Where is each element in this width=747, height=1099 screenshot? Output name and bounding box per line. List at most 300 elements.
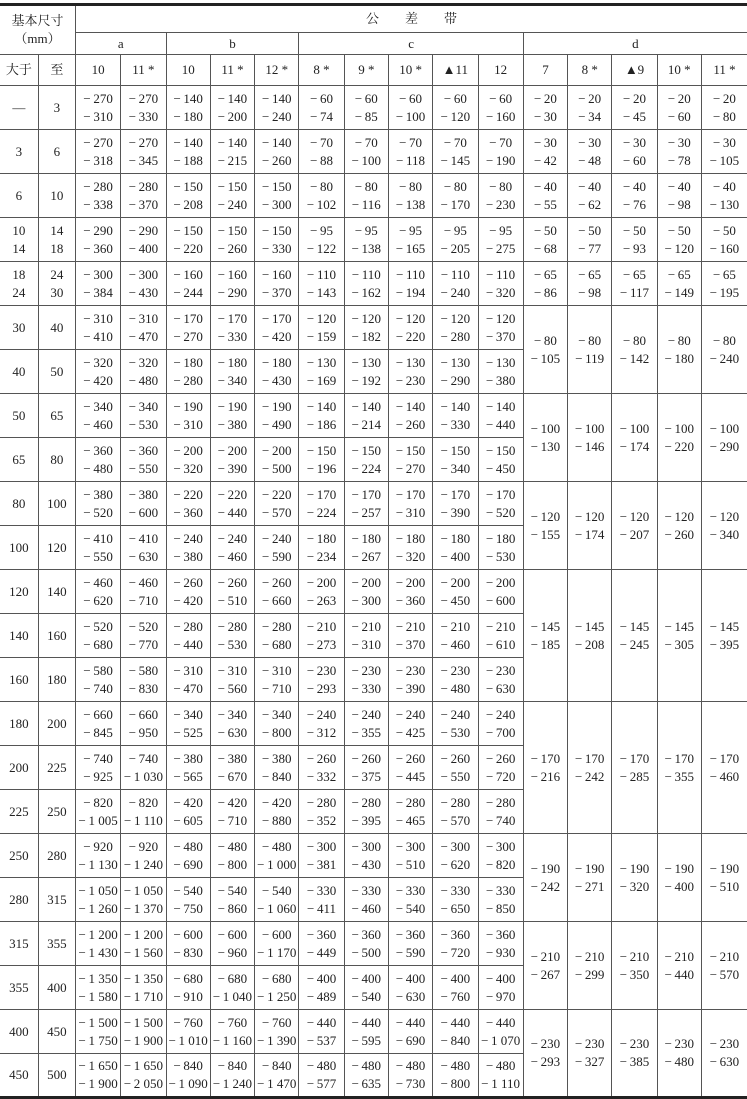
deviation-cell: − 380 − 840: [255, 746, 299, 790]
deviation-cell: − 80 − 138: [388, 174, 432, 218]
deviation-cell: − 740 − 1 030: [121, 746, 166, 790]
deviation-cell-d: − 210 − 350: [612, 922, 657, 1010]
deviation-cell: − 440 − 840: [433, 1010, 478, 1054]
deviation-cell: − 260 − 332: [299, 746, 344, 790]
basic-size-label: 基本尺寸: [11, 13, 64, 28]
deviation-cell: − 1 200 − 1 430: [75, 922, 120, 966]
deviation-cell: − 270 − 330: [121, 86, 166, 130]
deviation-cell-d: − 145 − 185: [523, 570, 567, 702]
deviation-cell: − 120 − 220: [388, 306, 432, 350]
deviation-cell-d: − 50 − 77: [568, 218, 612, 262]
deviation-cell-d: − 190 − 242: [523, 834, 567, 922]
deviation-cell: − 760 − 1 390: [255, 1010, 299, 1054]
deviation-cell: − 95 − 138: [344, 218, 388, 262]
deviation-cell: − 160 − 290: [210, 262, 254, 306]
deviation-cell: − 480 − 635: [344, 1054, 388, 1098]
deviation-cell: − 150 − 240: [210, 174, 254, 218]
deviation-cell: − 360 − 449: [299, 922, 344, 966]
deviation-cell: − 360 − 930: [478, 922, 523, 966]
deviation-cell: − 540 − 750: [166, 878, 210, 922]
deviation-cell-d: − 170 − 355: [657, 702, 701, 834]
deviation-cell: − 150 − 208: [166, 174, 210, 218]
deviation-cell: − 280 − 370: [121, 174, 166, 218]
deviation-cell: − 1 350 − 1 710: [121, 966, 166, 1010]
deviation-cell: − 70 − 88: [299, 130, 344, 174]
deviation-cell: − 140 − 260: [388, 394, 432, 438]
deviation-cell-d: − 80 − 105: [523, 306, 567, 394]
deviation-cell: − 280 − 465: [388, 790, 432, 834]
deviation-cell-d: − 50 − 93: [612, 218, 657, 262]
size-over: 50: [0, 394, 38, 438]
deviation-cell: − 280 − 740: [478, 790, 523, 834]
deviation-cell: − 290 − 360: [75, 218, 120, 262]
deviation-cell: − 140 − 180: [166, 86, 210, 130]
deviation-cell: − 330 − 411: [299, 878, 344, 922]
grade-header-b-2: 12 *: [255, 55, 299, 86]
deviation-cell: − 170 − 310: [388, 482, 432, 526]
deviation-cell-d: − 230 − 293: [523, 1010, 567, 1098]
deviation-cell-d: − 20 − 34: [568, 86, 612, 130]
table-row: [0, 834, 747, 878]
size-upto: 160: [38, 614, 75, 658]
deviation-cell-d: − 190 − 271: [568, 834, 612, 922]
deviation-cell: − 380 − 600: [121, 482, 166, 526]
deviation-cell: − 60 − 85: [344, 86, 388, 130]
deviation-cell-d: − 30 − 105: [701, 130, 747, 174]
deviation-cell: − 340 − 630: [210, 702, 254, 746]
table-row: [0, 482, 747, 526]
deviation-cell-d: − 65 − 98: [568, 262, 612, 306]
deviation-cell-d: − 190 − 510: [701, 834, 747, 922]
deviation-cell: − 270 − 310: [75, 86, 120, 130]
deviation-cell: − 150 − 330: [255, 218, 299, 262]
deviation-cell: − 240 − 590: [255, 526, 299, 570]
deviation-cell-d: − 20 − 30: [523, 86, 567, 130]
deviation-cell-d: − 100 − 130: [523, 394, 567, 482]
size-over: 80: [0, 482, 38, 526]
deviation-cell: − 200 − 263: [299, 570, 344, 614]
group-header-b: b: [166, 33, 299, 55]
deviation-cell: − 170 − 520: [478, 482, 523, 526]
size-over: 100: [0, 526, 38, 570]
deviation-cell-d: − 120 − 260: [657, 482, 701, 570]
grade-header-c-4: 12: [478, 55, 523, 86]
deviation-cell: − 760 − 1 010: [166, 1010, 210, 1054]
deviation-cell-d: − 210 − 267: [523, 922, 567, 1010]
deviation-cell: − 60 − 120: [433, 86, 478, 130]
size-upto: 120: [38, 526, 75, 570]
deviation-cell: − 290 − 400: [121, 218, 166, 262]
deviation-cell: − 600 − 1 170: [255, 922, 299, 966]
deviation-cell-d: − 190 − 400: [657, 834, 701, 922]
deviation-cell: − 280 − 338: [75, 174, 120, 218]
size-over: 18 24: [0, 262, 38, 306]
deviation-cell-d: − 210 − 570: [701, 922, 747, 1010]
deviation-cell: − 120 − 280: [433, 306, 478, 350]
deviation-cell: − 140 − 260: [255, 130, 299, 174]
grade-header-d-0: 7: [523, 55, 567, 86]
size-upto: 6: [38, 130, 75, 174]
deviation-cell: − 130 − 290: [433, 350, 478, 394]
deviation-cell: − 80 − 116: [344, 174, 388, 218]
deviation-cell-d: − 170 − 285: [612, 702, 657, 834]
deviation-cell: − 60 − 74: [299, 86, 344, 130]
deviation-cell: − 920 − 1 130: [75, 834, 120, 878]
deviation-cell: − 150 − 260: [210, 218, 254, 262]
deviation-cell: − 210 − 610: [478, 614, 523, 658]
deviation-cell-d: − 40 − 55: [523, 174, 567, 218]
deviation-cell-d: − 50 − 160: [701, 218, 747, 262]
over-header: 大于: [0, 55, 38, 86]
deviation-cell: − 310 − 410: [75, 306, 120, 350]
grade-header-b-0: 10: [166, 55, 210, 86]
deviation-cell-d: − 20 − 45: [612, 86, 657, 130]
deviation-cell: − 95 − 165: [388, 218, 432, 262]
deviation-cell: − 400 − 540: [344, 966, 388, 1010]
tolerance-table: [0, 3, 747, 1099]
size-over: 120: [0, 570, 38, 614]
deviation-cell: − 300 − 430: [344, 834, 388, 878]
deviation-cell: − 260 − 420: [166, 570, 210, 614]
grade-header-d-4: 11 *: [701, 55, 747, 86]
deviation-cell: − 460 − 620: [75, 570, 120, 614]
table-row: [0, 702, 747, 746]
deviation-cell: − 300 − 620: [433, 834, 478, 878]
deviation-cell-d: − 230 − 385: [612, 1010, 657, 1098]
deviation-cell: − 170 − 390: [433, 482, 478, 526]
table-row: [0, 394, 747, 438]
size-upto: 450: [38, 1010, 75, 1054]
deviation-cell-d: − 230 − 327: [568, 1010, 612, 1098]
deviation-cell: − 600 − 830: [166, 922, 210, 966]
deviation-cell: − 540 − 1 060: [255, 878, 299, 922]
table-row: [0, 174, 747, 218]
deviation-cell: − 110 − 240: [433, 262, 478, 306]
deviation-cell: − 200 − 320: [166, 438, 210, 482]
deviation-cell: − 150 − 220: [166, 218, 210, 262]
deviation-cell-d: − 100 − 290: [701, 394, 747, 482]
deviation-cell-d: − 145 − 395: [701, 570, 747, 702]
deviation-cell: − 310 − 710: [255, 658, 299, 702]
table-row: [0, 922, 747, 966]
deviation-cell: − 140 − 214: [344, 394, 388, 438]
deviation-cell: − 230 − 630: [478, 658, 523, 702]
deviation-cell: − 240 − 460: [210, 526, 254, 570]
deviation-cell: − 440 − 1 070: [478, 1010, 523, 1054]
deviation-cell: − 410 − 550: [75, 526, 120, 570]
table-row: [0, 306, 747, 350]
deviation-cell: − 520 − 680: [75, 614, 120, 658]
deviation-cell: − 380 − 565: [166, 746, 210, 790]
grade-header-a-0: 10: [75, 55, 120, 86]
grade-header-d-2: ▲9: [612, 55, 657, 86]
deviation-cell: − 480 − 1 110: [478, 1054, 523, 1098]
deviation-cell: − 1 050 − 1 260: [75, 878, 120, 922]
size-upto: 225: [38, 746, 75, 790]
deviation-cell: − 1 650 − 2 050: [121, 1054, 166, 1098]
deviation-cell: − 480 − 730: [388, 1054, 432, 1098]
deviation-cell: − 440 − 595: [344, 1010, 388, 1054]
deviation-cell-d: − 40 − 130: [701, 174, 747, 218]
deviation-cell: − 170 − 420: [255, 306, 299, 350]
deviation-cell: − 400 − 760: [433, 966, 478, 1010]
size-over: —: [0, 86, 38, 130]
deviation-cell: − 210 − 273: [299, 614, 344, 658]
deviation-cell-d: − 120 − 155: [523, 482, 567, 570]
deviation-cell: − 150 − 450: [478, 438, 523, 482]
deviation-cell: − 270 − 318: [75, 130, 120, 174]
deviation-cell-d: − 210 − 440: [657, 922, 701, 1010]
deviation-cell: − 60 − 100: [388, 86, 432, 130]
deviation-cell: − 240 − 425: [388, 702, 432, 746]
size-over: 160: [0, 658, 38, 702]
size-upto: 355: [38, 922, 75, 966]
deviation-cell-d: − 170 − 460: [701, 702, 747, 834]
size-upto: 250: [38, 790, 75, 834]
deviation-cell: − 280 − 680: [255, 614, 299, 658]
deviation-cell: − 70 − 190: [478, 130, 523, 174]
deviation-cell: − 1 500 − 1 750: [75, 1010, 120, 1054]
deviation-cell-d: − 80 − 240: [701, 306, 747, 394]
deviation-cell: − 480 − 800: [210, 834, 254, 878]
grade-header-b-1: 11 *: [210, 55, 254, 86]
size-upto: 140: [38, 570, 75, 614]
size-upto: 3: [38, 86, 75, 130]
deviation-cell-d: − 210 − 299: [568, 922, 612, 1010]
size-upto: 200: [38, 702, 75, 746]
deviation-cell-d: − 50 − 120: [657, 218, 701, 262]
deviation-cell: − 180 − 280: [166, 350, 210, 394]
deviation-cell: − 330 − 460: [344, 878, 388, 922]
deviation-cell-d: − 30 − 78: [657, 130, 701, 174]
deviation-cell: − 240 − 700: [478, 702, 523, 746]
size-over: 280: [0, 878, 38, 922]
deviation-cell: − 260 − 375: [344, 746, 388, 790]
deviation-cell: − 440 − 537: [299, 1010, 344, 1054]
deviation-cell: − 260 − 660: [255, 570, 299, 614]
deviation-cell: − 300 − 820: [478, 834, 523, 878]
deviation-cell: − 380 − 520: [75, 482, 120, 526]
deviation-cell: − 220 − 570: [255, 482, 299, 526]
deviation-cell: − 190 − 380: [210, 394, 254, 438]
deviation-cell: − 130 − 380: [478, 350, 523, 394]
deviation-cell: − 480 − 577: [299, 1054, 344, 1098]
deviation-cell: − 1 500 − 1 900: [121, 1010, 166, 1054]
group-header-a: a: [75, 33, 166, 55]
deviation-cell-d: − 30 − 60: [612, 130, 657, 174]
deviation-cell-d: − 190 − 320: [612, 834, 657, 922]
deviation-cell: − 1 200 − 1 560: [121, 922, 166, 966]
deviation-cell: − 660 − 845: [75, 702, 120, 746]
deviation-cell: − 140 − 215: [210, 130, 254, 174]
deviation-cell: − 340 − 800: [255, 702, 299, 746]
tolerance-zone-header: 公 差 带: [75, 5, 747, 33]
deviation-cell: − 840 − 1 470: [255, 1054, 299, 1098]
size-over: 6: [0, 174, 38, 218]
deviation-cell-d: − 40 − 62: [568, 174, 612, 218]
deviation-cell: − 80 − 230: [478, 174, 523, 218]
deviation-cell: − 240 − 380: [166, 526, 210, 570]
size-upto: 50: [38, 350, 75, 394]
group-header-d: d: [523, 33, 747, 55]
size-over: 140: [0, 614, 38, 658]
deviation-cell: − 80 − 170: [433, 174, 478, 218]
deviation-cell-d: − 20 − 60: [657, 86, 701, 130]
size-over: 3: [0, 130, 38, 174]
size-over: 40: [0, 350, 38, 394]
deviation-cell-d: − 20 − 80: [701, 86, 747, 130]
deviation-cell: − 180 − 340: [210, 350, 254, 394]
deviation-cell: − 260 − 550: [433, 746, 478, 790]
size-over: 30: [0, 306, 38, 350]
deviation-cell: − 340 − 530: [121, 394, 166, 438]
deviation-cell: − 110 − 143: [299, 262, 344, 306]
deviation-cell: − 320 − 480: [121, 350, 166, 394]
deviation-cell: − 180 − 267: [344, 526, 388, 570]
deviation-cell: − 320 − 420: [75, 350, 120, 394]
deviation-cell-d: − 50 − 68: [523, 218, 567, 262]
deviation-cell: − 400 − 970: [478, 966, 523, 1010]
deviation-cell: − 360 − 500: [344, 922, 388, 966]
deviation-cell-d: − 30 − 48: [568, 130, 612, 174]
deviation-cell: − 190 − 490: [255, 394, 299, 438]
deviation-cell: − 200 − 450: [433, 570, 478, 614]
deviation-cell-d: − 80 − 180: [657, 306, 701, 394]
deviation-cell: − 260 − 720: [478, 746, 523, 790]
deviation-cell: − 400 − 489: [299, 966, 344, 1010]
deviation-cell-d: − 40 − 76: [612, 174, 657, 218]
size-over: 450: [0, 1054, 38, 1098]
deviation-cell: − 280 − 395: [344, 790, 388, 834]
deviation-cell: − 200 − 390: [210, 438, 254, 482]
deviation-cell: − 240 − 355: [344, 702, 388, 746]
grade-header-c-3: ▲11: [433, 55, 478, 86]
grade-header-c-2: 10 *: [388, 55, 432, 86]
deviation-cell-d: − 145 − 305: [657, 570, 701, 702]
deviation-cell: − 330 − 850: [478, 878, 523, 922]
deviation-cell-d: − 120 − 340: [701, 482, 747, 570]
deviation-cell: − 210 − 370: [388, 614, 432, 658]
size-over: 180: [0, 702, 38, 746]
deviation-cell: − 170 − 270: [166, 306, 210, 350]
deviation-cell: − 740 − 925: [75, 746, 120, 790]
deviation-cell-d: − 65 − 86: [523, 262, 567, 306]
deviation-cell-d: − 30 − 42: [523, 130, 567, 174]
deviation-cell-d: − 230 − 480: [657, 1010, 701, 1098]
deviation-cell: − 1 050 − 1 370: [121, 878, 166, 922]
deviation-cell: − 680 − 1 250: [255, 966, 299, 1010]
deviation-cell: − 340 − 525: [166, 702, 210, 746]
size-over: 355: [0, 966, 38, 1010]
basic-size-header: [0, 5, 75, 55]
deviation-cell: − 180 − 430: [255, 350, 299, 394]
deviation-cell: − 230 − 293: [299, 658, 344, 702]
deviation-cell: − 150 − 270: [388, 438, 432, 482]
deviation-cell: − 140 − 186: [299, 394, 344, 438]
deviation-cell: − 380 − 670: [210, 746, 254, 790]
deviation-cell: − 680 − 910: [166, 966, 210, 1010]
deviation-cell: − 280 − 530: [210, 614, 254, 658]
deviation-cell: − 110 − 320: [478, 262, 523, 306]
deviation-cell-d: − 145 − 245: [612, 570, 657, 702]
deviation-cell: − 130 − 169: [299, 350, 344, 394]
deviation-cell: − 200 − 360: [388, 570, 432, 614]
table-row: [0, 130, 747, 174]
size-upto: 500: [38, 1054, 75, 1098]
size-upto: 40: [38, 306, 75, 350]
deviation-cell: − 200 − 500: [255, 438, 299, 482]
table-row: [0, 218, 747, 262]
deviation-cell: − 130 − 230: [388, 350, 432, 394]
deviation-cell: − 480 − 690: [166, 834, 210, 878]
deviation-cell: − 1 350 − 1 580: [75, 966, 120, 1010]
deviation-cell: − 760 − 1 160: [210, 1010, 254, 1054]
deviation-cell: − 260 − 510: [210, 570, 254, 614]
deviation-cell: − 160 − 370: [255, 262, 299, 306]
grade-header-a-1: 11 *: [121, 55, 166, 86]
grade-header-d-3: 10 *: [657, 55, 701, 86]
deviation-cell-d: − 100 − 174: [612, 394, 657, 482]
deviation-cell: − 360 − 480: [75, 438, 120, 482]
deviation-cell: − 540 − 860: [210, 878, 254, 922]
deviation-cell-d: − 120 − 207: [612, 482, 657, 570]
deviation-cell: − 70 − 118: [388, 130, 432, 174]
deviation-cell: − 70 − 145: [433, 130, 478, 174]
deviation-cell: − 310 − 470: [166, 658, 210, 702]
deviation-cell: − 300 − 384: [75, 262, 120, 306]
size-upto: 65: [38, 394, 75, 438]
deviation-cell-d: − 80 − 119: [568, 306, 612, 394]
size-upto: 315: [38, 878, 75, 922]
deviation-cell-d: − 170 − 216: [523, 702, 567, 834]
deviation-cell: − 600 − 960: [210, 922, 254, 966]
table-row: [0, 570, 747, 614]
deviation-cell: − 360 − 590: [388, 922, 432, 966]
deviation-cell: − 180 − 400: [433, 526, 478, 570]
table-row: [0, 262, 747, 306]
deviation-cell: − 60 − 160: [478, 86, 523, 130]
deviation-cell-d: − 100 − 220: [657, 394, 701, 482]
deviation-cell: − 340 − 460: [75, 394, 120, 438]
deviation-cell: − 240 − 312: [299, 702, 344, 746]
deviation-cell: − 280 − 352: [299, 790, 344, 834]
deviation-cell: − 230 − 480: [433, 658, 478, 702]
deviation-cell: − 170 − 224: [299, 482, 344, 526]
deviation-cell: − 840 − 1 090: [166, 1054, 210, 1098]
size-over: 200: [0, 746, 38, 790]
size-upto: 400: [38, 966, 75, 1010]
deviation-cell-d: − 65 − 195: [701, 262, 747, 306]
deviation-cell: − 410 − 630: [121, 526, 166, 570]
deviation-cell: − 440 − 690: [388, 1010, 432, 1054]
deviation-cell: − 170 − 257: [344, 482, 388, 526]
size-upto: 10: [38, 174, 75, 218]
deviation-cell: − 140 − 330: [433, 394, 478, 438]
deviation-cell: − 480 − 800: [433, 1054, 478, 1098]
deviation-cell: − 330 − 650: [433, 878, 478, 922]
deviation-cell: − 820 − 1 005: [75, 790, 120, 834]
size-upto: 280: [38, 834, 75, 878]
size-over: 225: [0, 790, 38, 834]
deviation-cell: − 1 650 − 1 900: [75, 1054, 120, 1098]
deviation-cell: − 820 − 1 110: [121, 790, 166, 834]
deviation-cell: − 140 − 200: [210, 86, 254, 130]
deviation-cell: − 680 − 1 040: [210, 966, 254, 1010]
deviation-cell-d: − 170 − 242: [568, 702, 612, 834]
deviation-cell-d: − 65 − 149: [657, 262, 701, 306]
deviation-cell: − 300 − 381: [299, 834, 344, 878]
deviation-cell-d: − 120 − 174: [568, 482, 612, 570]
